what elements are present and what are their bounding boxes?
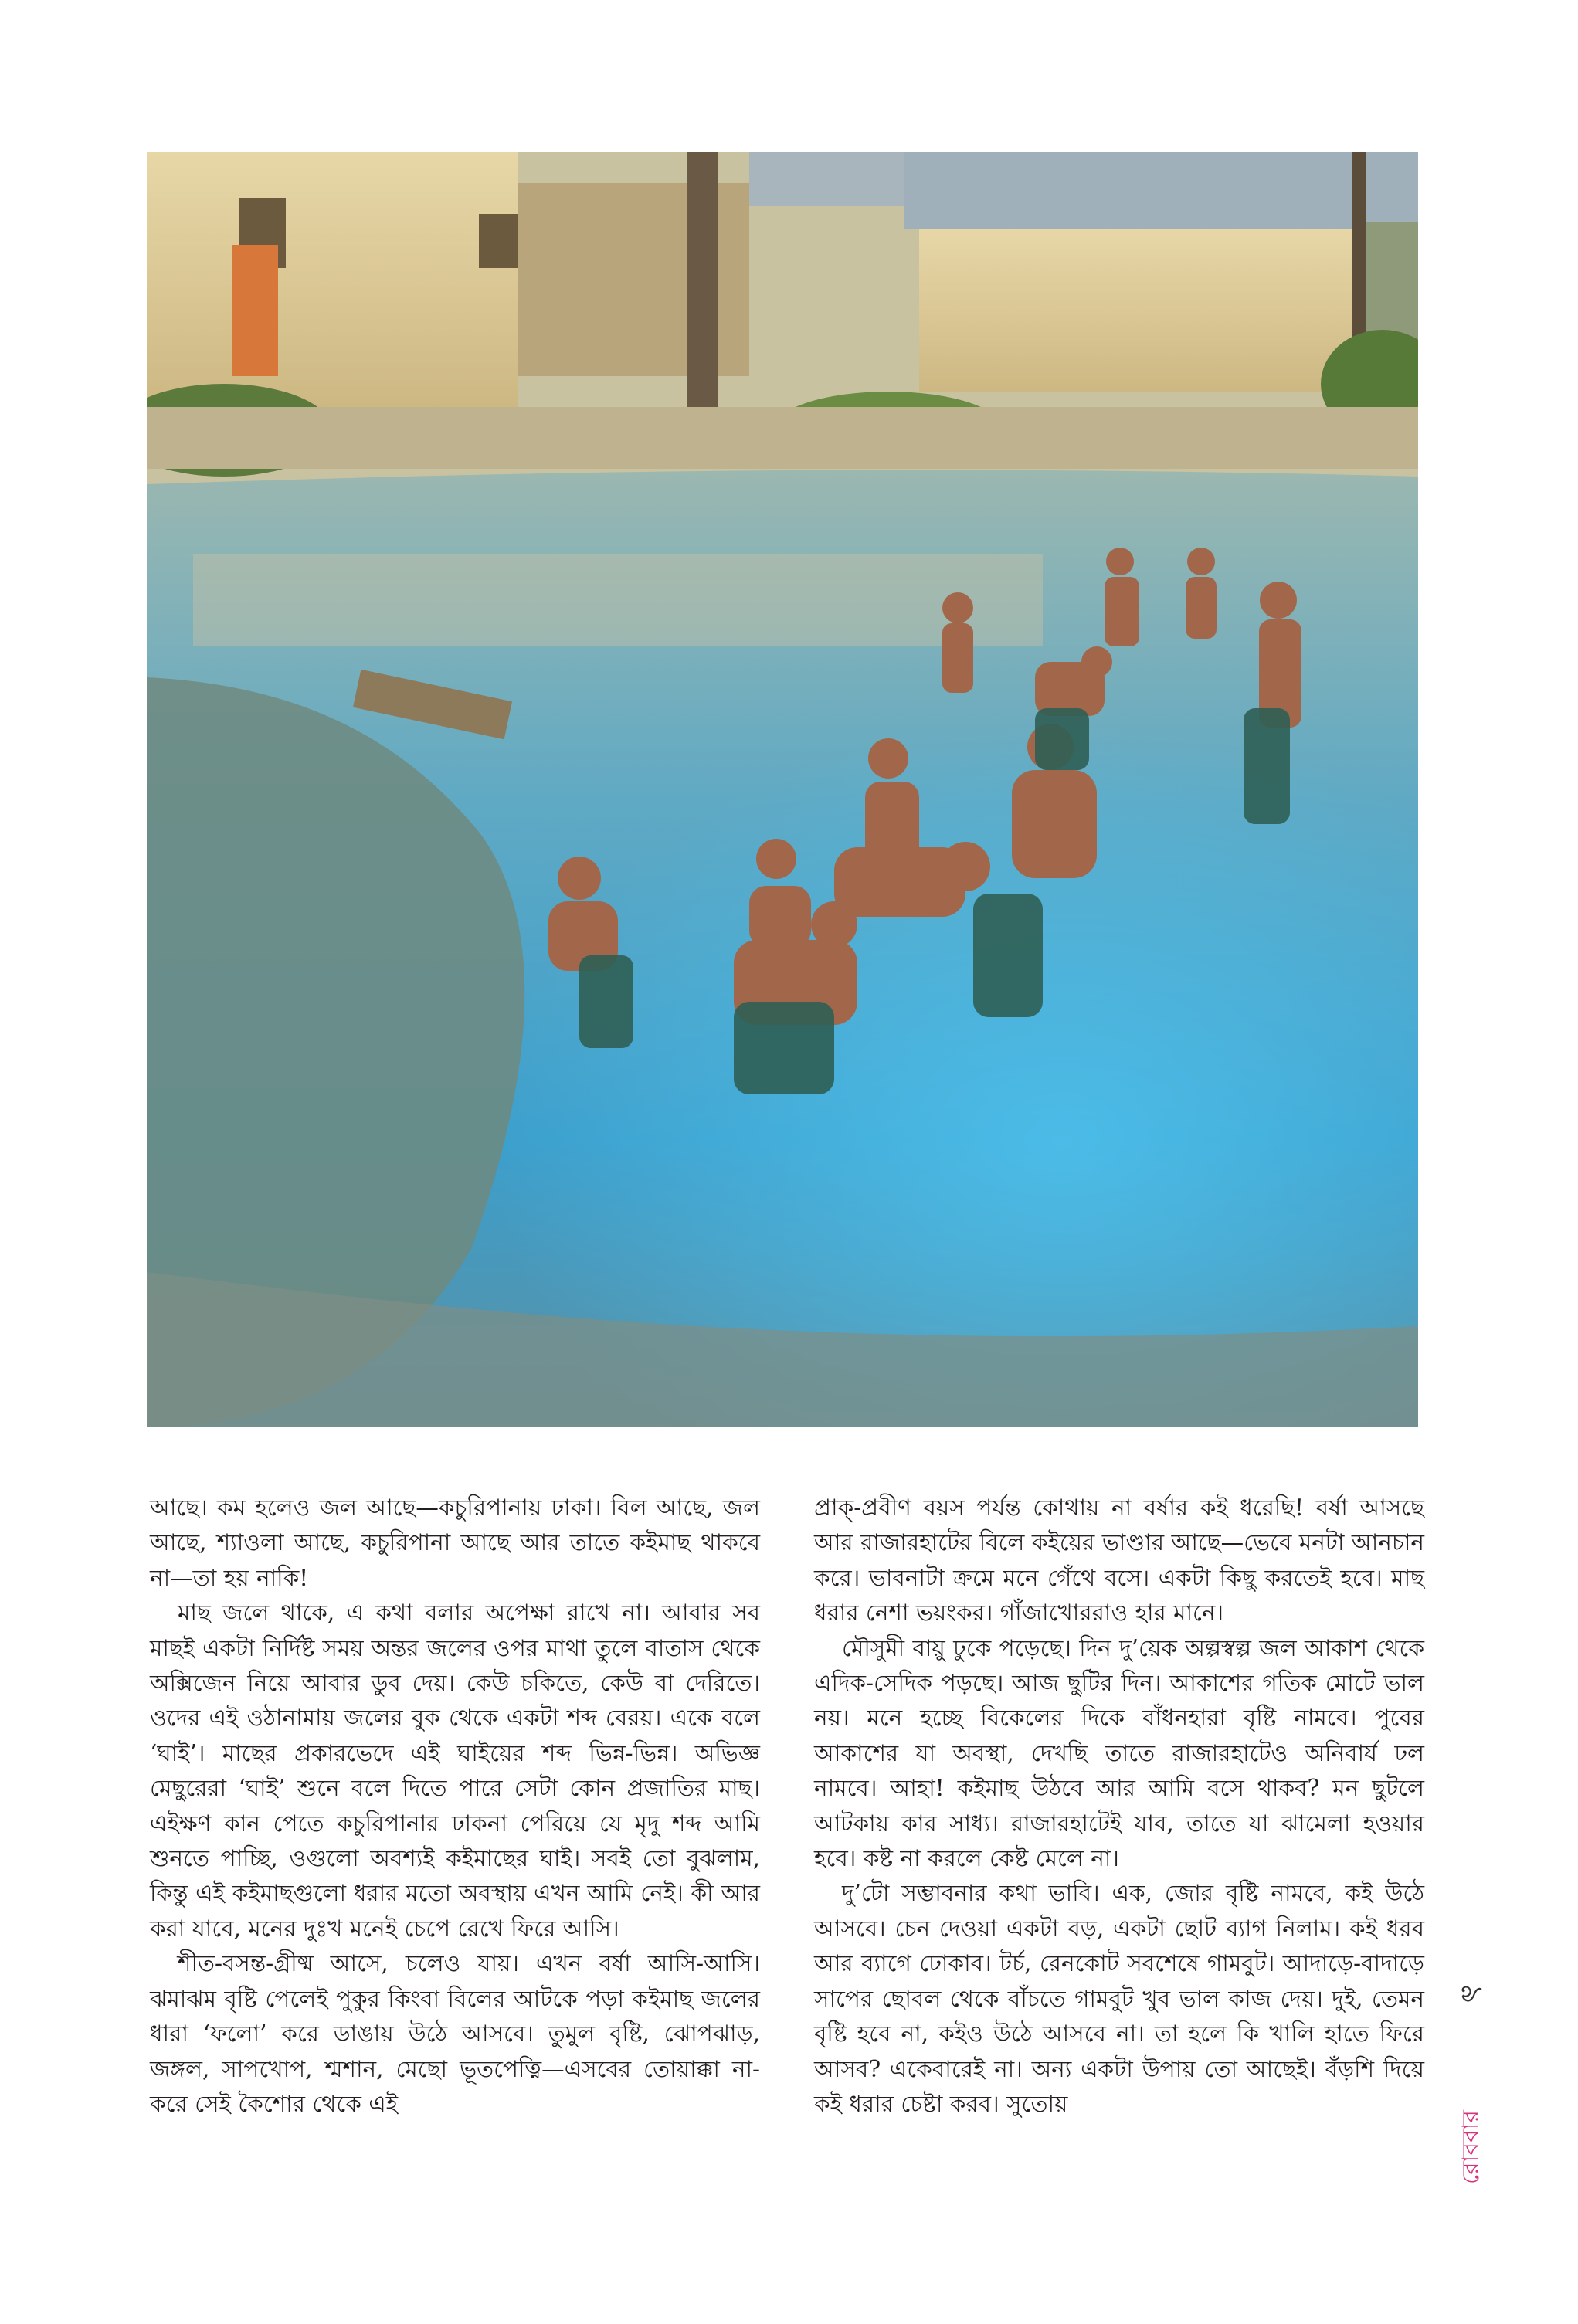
article-paragraph: মাছ জলে থাকে, এ কথা বলার অপেক্ষা রাখে না। আবার সব মাছই একটা নির্দিষ্ট সময় অন্তর জলের ওপর মাথা তুলে বাতাস থেকে অক্সিজেন নিয়ে আবার ডুব দেয়। কেউ চকিতে, কেউ বা দেরিতে। ওদের এই ওঠানামায় জলের বুক থেকে একটা শব্দ বেরয়। একে বলে ‘ঘাই’। মাছের প্রকারভেদে এই ঘাইয়ের শব্দ ভিন্ন-ভিন্ন। অভিজ্ঞ মেছুরেরা ‘ঘাই’ শুনে বলে দিতে পারে সেটা কোন প্রজাতির মাছ। এইক্ষণ কান পেতে কচুরিপানার ঢাকনা পেরিয়ে যে মৃদু শব্দ আমি শুনতে পাচ্ছি, ওগুলো অবশ্যই কইমাছের ঘাই। সবই তো বুঝলাম, কিন্তু এই কইমাছগুলো ধরার মতো অবস্থায় এখন আমি নেই। কী আর করা যাবে, মনের দুঃখ মনেই চেপে রেখে ফিরে আসি। [150,1600,760,1942]
article-column-left [150,1491,760,2122]
article-paragraph: শীত-বসন্ত-গ্রীষ্ম আসে, চলেও যায়। এখন বর্ষা আসি-আসি। ঝমাঝম বৃষ্টি পেলেই পুকুর কিংবা বিলের আটকে পড়া কইমাছ জলের ধারা ‘ফলো’ করে ডাঙায় উঠে আসবে। তুমুল বৃষ্টি, ঝোপঝাড়, জঙ্গল, সাপখোপ, শ্মশান, মেছো ভূতপেত্নি—এসবের তোয়াক্কা না-করে সেই কৈশোর থেকে এই [150,1950,760,2117]
article-paragraph: আছে। কম হলেও জল আছে—কচুরিপানায় ঢাকা। বিল আছে, জল আছে, শ্যাওলা আছে, কচুরিপানা আছে আর তাতে কইমাছ থাকবে না—তা হয় নাকি! [150,1494,760,1591]
article-paragraph: মৌসুমী বায়ু ঢুকে পড়েছে। দিন দু’য়েক অল্পস্বল্প জল আকাশ থেকে এদিক-সেদিক পড়ছে। আজ ছুটির দিন। আকাশের গতিক মোটে ভাল নয়। মনে হচ্ছে বিকেলের দিকে বাঁধনহারা বৃষ্টি নামবে। পুবের আকাশের যা অবস্থা, দেখছি তাতে রাজারহাটেও অনিবার্য ঢল নামবে। আহা! কইমাছ উঠবে আর আমি বসে থাকব? মন ছুটলে আটকায় কার সাধ্য। রাজারহাটেই যাব, তাতে যা ঝামেলা হওয়ার হবে। কষ্ট না করলে কেষ্ট মেলে না। [814,1634,1424,1872]
article-paragraph: দু’টো সম্ভাবনার কথা ভাবি। এক, জোর বৃষ্টি নামবে, কই উঠে আসবে। চেন দেওয়া একটা বড়, একটা ছোট ব্যাগ নিলাম। কই ধরব আর ব্যাগে ঢোকাব। টর্চ, রেনকোট সবশেষে গামবুট। আদাড়ে-বাদাড়ে সাপের ছোবল থেকে বাঁচতে গামবুট খুব ভাল কাজ দেয়। দুই, তেমন বৃষ্টি হবে না, কইও উঠে আসবে না। তা হলে কি খালি হাতে ফিরে আসব? একেবারেই না। অন্য একটা উপায় তো আছেই। বঁড়শি দিয়ে কই ধরার চেষ্টা করব। সুতোয় [814,1880,1424,2117]
page-number: ৯ [1454,1983,1490,2004]
section-name: রোববার [1458,2110,1485,2184]
article-paragraph: প্রাক্‌-প্রবীণ বয়স পর্যন্ত কোথায় না বর্ষার কই ধরেছি! বর্ষা আসছে আর রাজারহাটের বিলে কইয়ের ভাণ্ডার আছে—ভেবে মনটা আনচান করে। ভাবনাটা ক্রমে মনে গেঁথে বসে। একটা কিছু করতেই হবে। মাছ ধরার নেশা ভয়ংকর। গাঁজাখোররাও হার মানে। [814,1494,1424,1627]
photo-children-catching-fish-in-muddy-pond-icon [147,152,1418,1427]
feature-photo [147,152,1418,1427]
article-column-right [814,1491,1424,2122]
